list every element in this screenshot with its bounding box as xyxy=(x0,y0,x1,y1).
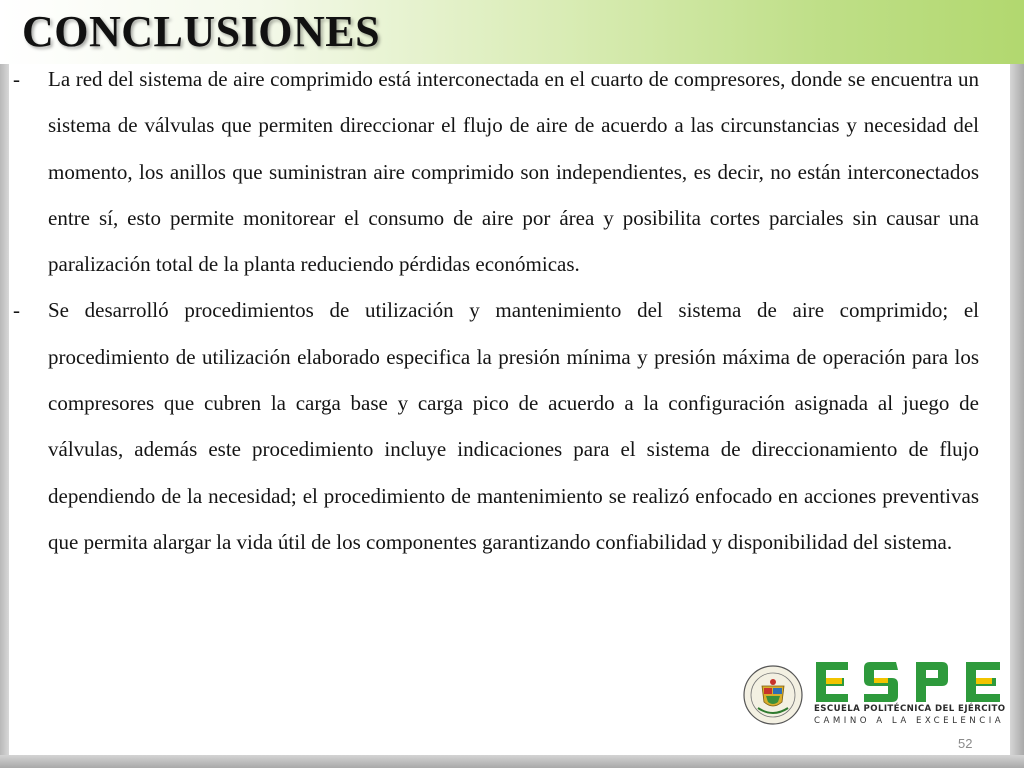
bullet-text: Se desarrolló procedimientos de utilización y mantenimiento del sistema de aire comprimido; el procedimiento de utilización elaborado especifica la presión mínima y presión máxima de operación para los compresores que cubren la carga base y carga pico de acuerdo a la configuración asignada al juego de válvulas, además este procedimiento incluye indicaciones para el sistema de direccionamiento de flujo dependiendo de la necesidad; el procedimiento de mantenimiento se realizó enfocado en acciones preventivas que permita alargar la vida útil de los componentes garantizando confiabilidad y disponibilidad del sistema. xyxy=(48,298,979,554)
page-number: 52 xyxy=(958,736,973,751)
espe-wordmark-icon xyxy=(814,660,1004,704)
bullet-list xyxy=(13,56,979,565)
bullet-item xyxy=(13,287,979,565)
espe-subtitle: ESCUELA POLITÉCNICA DEL EJÉRCITO xyxy=(814,704,1006,714)
university-emblem-icon xyxy=(742,664,804,726)
espe-motto: CAMINO A LA EXCELENCIA xyxy=(814,716,1005,726)
right-border xyxy=(1010,64,1024,768)
bullet-marker: - xyxy=(13,67,20,91)
bottom-border xyxy=(0,755,1024,768)
left-border xyxy=(0,64,9,768)
espe-logo xyxy=(742,660,1010,730)
bullet-marker: - xyxy=(13,298,20,323)
slide-title: CONCLUSIONES xyxy=(22,7,381,56)
bullet-item xyxy=(13,56,979,287)
bullet-text: La red del sistema de aire comprimido está interconectada en el cuarto de compresores, donde se encuentra un sistema de válvulas que permiten direccionar el flujo de aire de acuerdo a las circunstancias y necesidad del momento, los anillos que suministran aire comprimido son independientes, es decir, no están interconectados entre sí, esto permite monitorear el consumo de aire por área y posibilita cortes parciales sin causar una paralización total de la planta reduciendo pérdidas económicas. xyxy=(48,67,979,277)
